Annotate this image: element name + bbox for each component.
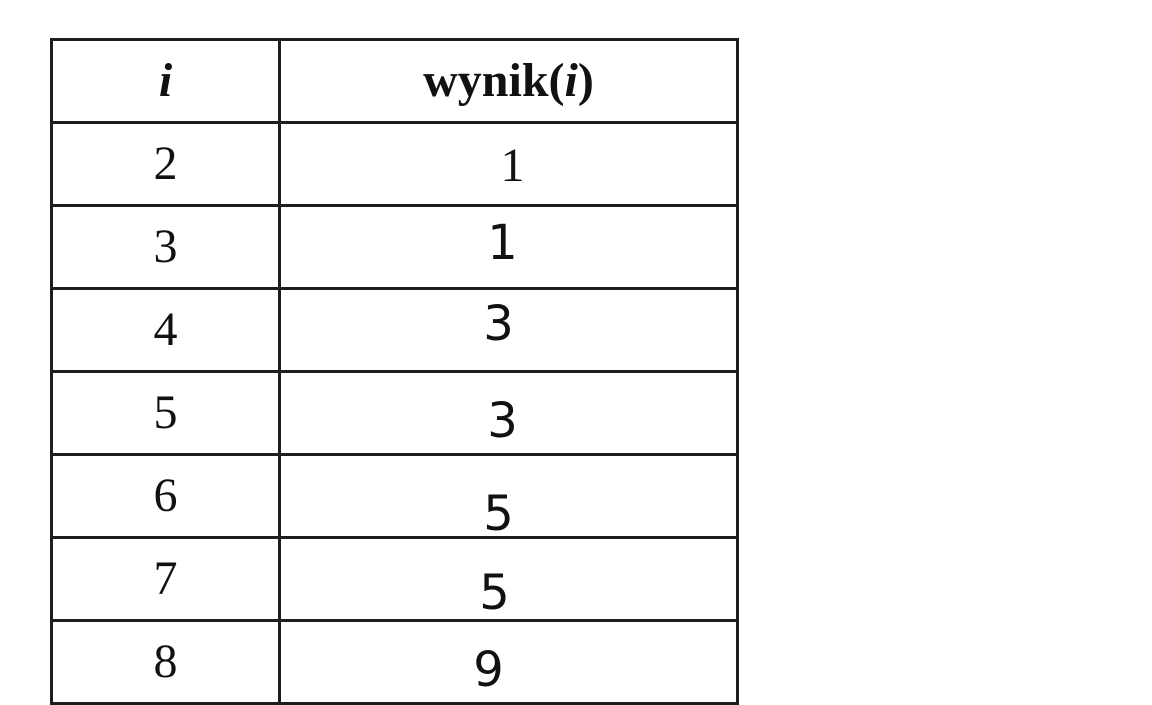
cell-i: 5 <box>52 372 280 455</box>
cell-i: 4 <box>52 289 280 372</box>
table-row <box>52 289 738 372</box>
cell-i: 7 <box>52 538 280 621</box>
cell-i: 6 <box>52 455 280 538</box>
header-row <box>52 40 738 123</box>
cell-wynik <box>280 455 738 542</box>
header-i: i <box>52 40 280 123</box>
wynik-value: 3 <box>487 393 518 449</box>
table-row <box>52 372 738 455</box>
wynik-value: 1 <box>487 215 518 271</box>
wynik-value: 5 <box>483 486 514 542</box>
results-table <box>50 38 739 705</box>
cell-wynik <box>280 538 738 621</box>
cell-i: 8 <box>52 621 280 704</box>
cell-wynik <box>280 289 738 372</box>
cell-wynik <box>280 621 738 704</box>
table-row <box>52 206 738 289</box>
cell-wynik <box>280 372 738 455</box>
table-row <box>52 455 738 538</box>
header-wynik: wynik(i) <box>280 40 738 123</box>
wynik-value: 1 <box>500 139 525 192</box>
cell-wynik <box>280 206 738 289</box>
cell-i: 3 <box>52 206 280 289</box>
wynik-value: 9 <box>473 642 504 698</box>
table-row <box>52 123 738 206</box>
table-row <box>52 538 738 621</box>
wynik-value: 5 <box>479 565 510 621</box>
cell-wynik <box>280 123 738 206</box>
wynik-value: 3 <box>483 296 514 352</box>
table-row <box>52 621 738 704</box>
cell-i: 2 <box>52 123 280 206</box>
